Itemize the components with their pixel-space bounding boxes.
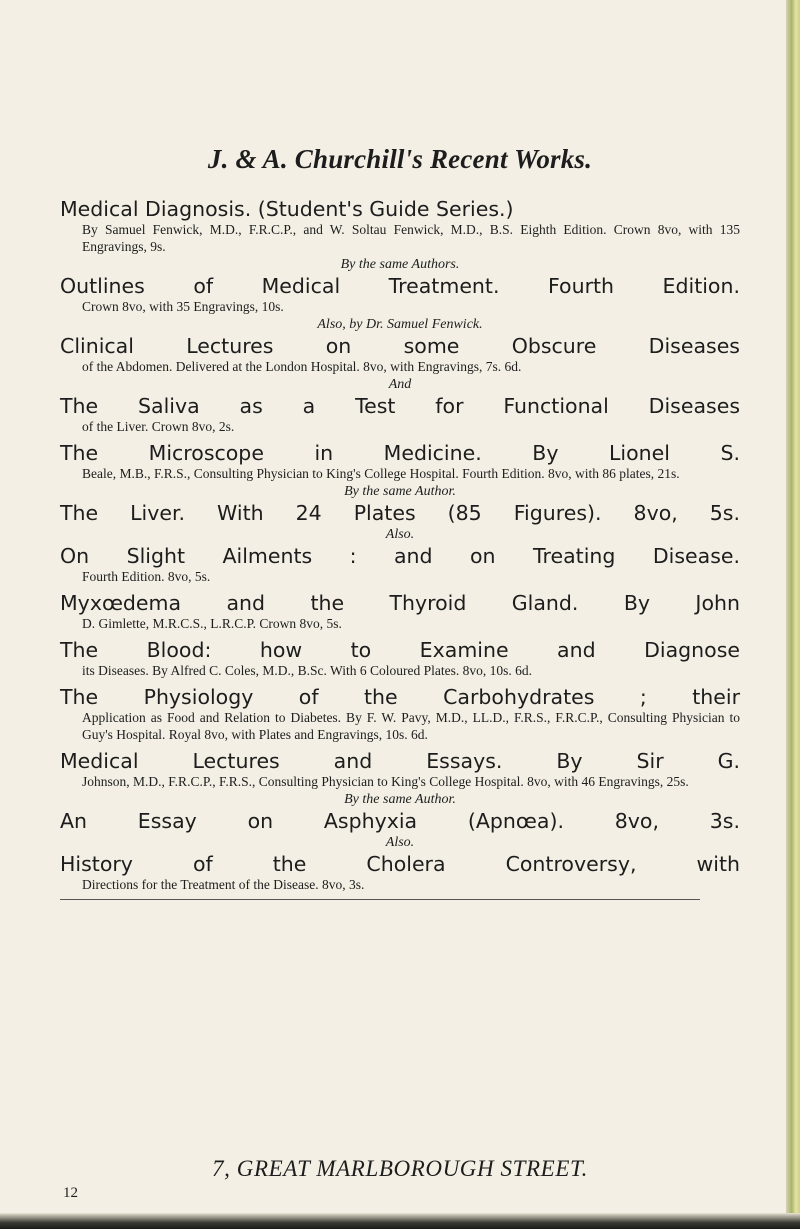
page-number: 12	[63, 1185, 78, 1201]
entry-title: The Microscope in Medicine. By Lionel S.	[60, 441, 740, 465]
publisher-address: 7, GREAT MARLBOROUGH STREET.	[211, 1156, 589, 1181]
entry-title: History of the Cholera Controversy, with	[60, 852, 740, 876]
entry-body: its Diseases. By Alfred C. Coles, M.D., B.Sc. With 6 Coloured Plates. 8vo, 10s. 6d.	[82, 663, 532, 678]
page-header: J. & A. Churchill's Recent Works.	[207, 144, 593, 174]
catalogue-page	[60, 144, 740, 900]
separator: Also, by Dr. Samuel Fenwick.	[317, 317, 483, 332]
entry-body: Application as Food and Relation to Diabetes. By F. W. Pavy, M.D., LL.D., F.R.S., F.R.C.P., Consulting Physician to Guy's Hospital. Royal 8vo, with Plates and Engravings, 10s. 6d.	[82, 710, 740, 742]
entry-cholera-controversy	[60, 852, 740, 893]
entry-microscope-medicine	[60, 441, 740, 482]
entry-clinical-lectures	[60, 334, 740, 375]
entry-body: By Samuel Fenwick, M.D., F.R.C.P., and W. Soltau Fenwick, M.D., B.S. Eighth Edition. Crown 8vo, with 135 Engravings, 9s.	[82, 222, 740, 254]
entry-essay-asphyxia	[60, 809, 740, 833]
entry-slight-ailments	[60, 544, 740, 585]
separator: By the same Author.	[344, 792, 456, 807]
entry-body: of the Abdomen. Delivered at the London Hospital. 8vo, with Engravings, 7s. 6d.	[82, 359, 522, 374]
entry-title: An Essay on Asphyxia (Apnœa). 8vo, 3s.	[60, 809, 740, 833]
entry-title: Myxœdema and the Thyroid Gland. By John	[60, 591, 740, 615]
entry-title: Medical Diagnosis. (Student's Guide Series.)	[60, 197, 514, 221]
separator: By the same Authors.	[340, 257, 460, 272]
entry-body: Crown 8vo, with 35 Engravings, 10s.	[82, 299, 284, 314]
footer-rule	[60, 899, 700, 900]
entry-title: The Saliva as a Test for Functional Diseases	[60, 394, 740, 418]
entry-the-blood	[60, 638, 740, 679]
entry-medical-diagnosis	[60, 197, 740, 255]
entry-body: Fourth Edition. 8vo, 5s.	[82, 569, 211, 584]
entry-title: The Blood: how to Examine and Diagnose	[60, 638, 740, 662]
entry-medical-lectures-essays	[60, 749, 740, 790]
page-edge-bottom	[0, 1213, 800, 1229]
entry-outlines-medical-treatment	[60, 274, 740, 315]
entry-title: Medical Lectures and Essays. By Sir G.	[60, 749, 740, 773]
separator: By the same Author.	[344, 484, 456, 499]
entry-body: of the Liver. Crown 8vo, 2s.	[82, 419, 235, 434]
separator: Also.	[385, 835, 415, 850]
entry-physiology-carbohydrates	[60, 685, 740, 743]
entry-the-liver	[60, 501, 740, 525]
entry-title: The Liver. With 24 Plates (85 Figures). 8vo, 5s.	[60, 501, 740, 525]
separator: And	[388, 377, 412, 392]
entry-body: Directions for the Treatment of the Disease. 8vo, 3s.	[82, 877, 365, 892]
entry-title: Outlines of Medical Treatment. Fourth Edition.	[60, 274, 740, 298]
entry-myxoedema	[60, 591, 740, 632]
entry-body: Johnson, M.D., F.R.C.P., F.R.S., Consulting Physician to King's College Hospital. 8vo, with 46 Engravings, 25s.	[82, 774, 689, 789]
entry-title: On Slight Ailments : and on Treating Disease.	[60, 544, 740, 568]
entry-title: The Physiology of the Carbohydrates ; their	[60, 685, 740, 709]
separator: Also.	[385, 527, 415, 542]
entry-title: Clinical Lectures on some Obscure Diseases	[60, 334, 740, 358]
page-edge-right	[786, 0, 800, 1229]
entry-saliva-test	[60, 394, 740, 435]
entry-body: D. Gimlette, M.R.C.S., L.R.C.P. Crown 8vo, 5s.	[82, 616, 342, 631]
entry-body: Beale, M.B., F.R.S., Consulting Physician to King's College Hospital. Fourth Edition. 8vo, with 86 plates, 21s.	[82, 466, 680, 481]
